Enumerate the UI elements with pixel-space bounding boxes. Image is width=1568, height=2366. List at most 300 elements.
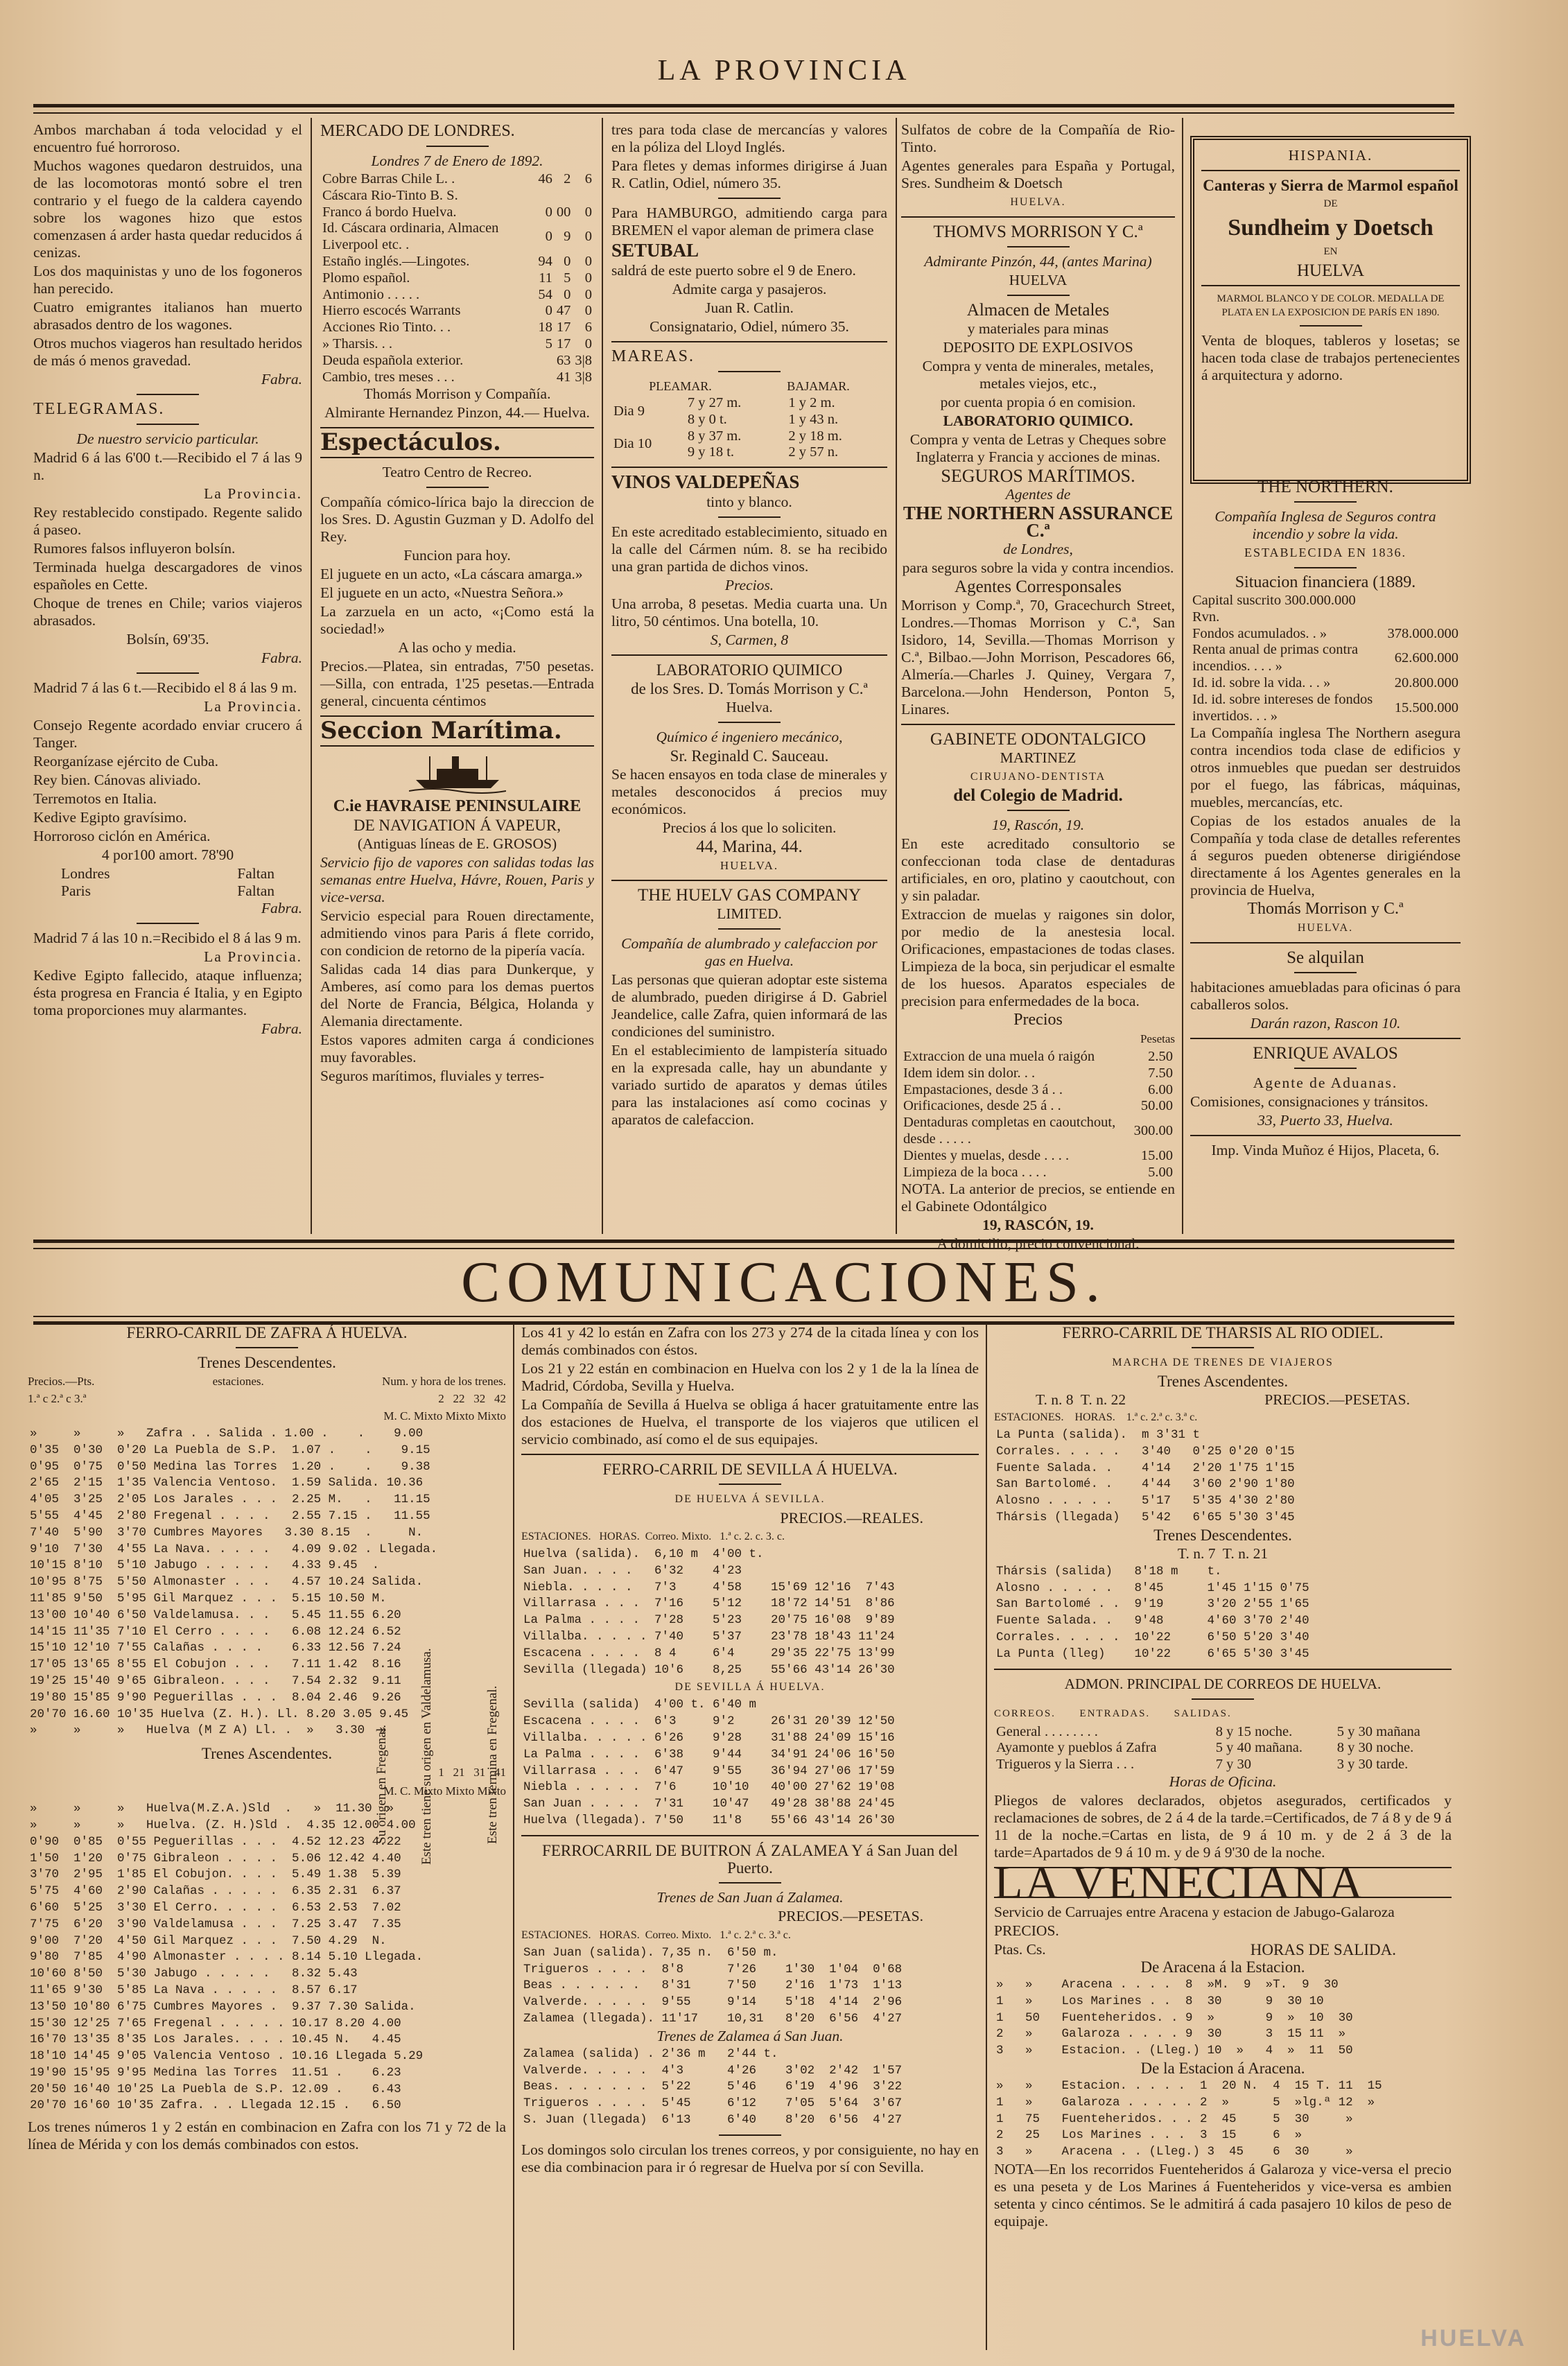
table-cell: S. Juan (llegada) 6'13 6'40 8'20 6'56 4'27 (523, 2112, 903, 2127)
table-row (28, 1851, 425, 1868)
table-cell: La Palma . . . . 6'38 9'44 34'91 24'06 16'50 (523, 1747, 895, 1762)
de-label: DE (1323, 198, 1338, 209)
table-row (994, 2144, 1384, 2161)
zafra-vertical-note-2: Este tren tiene su origen en Valdelamusa. (419, 1648, 434, 1865)
table-cell: 10'95 8'75 5'50 Almonaster . . . 4.57 10.24 Salida. (30, 1575, 424, 1590)
news-paragraph: Muchos wagones quedaron destruidos, una de las locomotoras montó sobre el tren contrario y el fuego de la caldera cayendo sobre los wagones hizo que estos comenzasen á arder hasta quedar reducidos á cenizas. (33, 157, 302, 261)
mareas-table (611, 395, 887, 461)
table-cell: 9'80 7'85 4'90 Almonaster . . . . 8.14 5.10 Llegada. (30, 1950, 424, 1965)
table-cell: 10'60 8'50 5'30 Jabugo . . . . . 8.32 5.43 (30, 1967, 358, 1981)
table-cell: Corrales. . . . . 3'40 0'25 0'20 0'15 (996, 1444, 1295, 1459)
table-cell: 00 (556, 204, 571, 220)
table-row (521, 1714, 897, 1730)
zafra-desc-trains: 2 22 32 42 (438, 1392, 506, 1405)
veneciana-de-estacion: De la Estacion á Aracena. (1140, 2059, 1305, 2077)
news-paragraph: para seguros sobre la vida y contra incendios. (902, 559, 1174, 576)
table-cell: 1 75 Fuenteheridos. . . 2 45 5 30 » (996, 2112, 1353, 2126)
table-cell: » » » Huelva(M.Z.A.)Sld . » 11.30 » (30, 1802, 394, 1816)
sevilla-timetable (521, 1324, 979, 2177)
seguros-title: SEGUROS MARÍTIMOS. (941, 466, 1135, 486)
table-row (521, 1596, 897, 1612)
table-cell: Dientes y muelas, desde . . . . (903, 1147, 1070, 1163)
sevilla-head: ESTACIONES. HORAS. Correo. Mixto. 1.ª c. 2. c. 3. c. (521, 1531, 785, 1542)
table-cell: 0'95 0'75 0'50 Medina las Torres 1.20 . . 9.38 (30, 1459, 430, 1474)
news-paragraph: Servicio fijo de vapores con salidas todas las semanas entre Huelva, Hávre, Rouen, Paris y vice-versa. (320, 854, 594, 906)
table-cell: Alosno . . . . . 5'17 5'35 4'30 2'80 (996, 1494, 1295, 1508)
table-row (320, 336, 594, 353)
table-cell: 2 y 57 n. (788, 444, 839, 460)
news-paragraph: Horroroso ciclón en América. (33, 828, 211, 844)
column-morrison (901, 121, 1175, 1254)
northern-title: THE NORTHERN. (1257, 478, 1393, 496)
zafra-header-2 (28, 1390, 506, 1407)
table-cell: 7'40 5'90 3'70 Cumbres Mayores 3.30 8.15 . N. (30, 1525, 424, 1540)
table-cell (536, 188, 555, 205)
veneciana-horas: HORAS DE SALIDA. (1250, 1940, 1396, 1958)
faltan-row (33, 865, 302, 882)
news-paragraph: Servicio especial para Rouen directamente, admitiendo vinos para Paris á flete corrido, con condicion de retorno de la pipería vacía. (320, 907, 594, 959)
table-cell: Thársis (llegada) 5'42 6'65 5'30 3'45 (996, 1510, 1295, 1524)
table-cell: 3 » Aracena . . (Lleg.) 3 45 6 30 » (996, 2145, 1353, 2159)
veneciana-title: LA VENECIANA (994, 1855, 1366, 1908)
news-paragraph: saldrá de este puerto sobre el 9 de Enero. (611, 262, 856, 279)
table-row (28, 2065, 425, 2082)
table-cell: San Juan (salida). 7,35 n. 6'50 m. (523, 1945, 778, 1960)
buitron-head: ESTACIONES. HORAS. Correo. Mixto. 1.ª c. 2.ª c. 3.ª c. (521, 1929, 791, 1941)
tharsis-trains: T. n. 8 T. n. 22 (1036, 1391, 1126, 1408)
table-row (521, 1580, 897, 1597)
table-row (994, 1493, 1297, 1510)
table-cell: 1 y 2 m. (788, 395, 835, 410)
table-cell: Id. id. sobre la vida. . . » (1192, 675, 1331, 690)
table-cell: 1 » Galaroza . . . . . 2 » 5 »lg.ª 12 » (996, 2095, 1375, 2110)
news-paragraph: Reorganízase ejército de Cuba. (33, 753, 219, 769)
precios-label: Precios. (724, 577, 774, 594)
news-paragraph: Compra y venta de Letras y Cheques sobre Inglaterra y Francia y acciones de minas. (909, 431, 1167, 465)
table-row (1190, 675, 1461, 692)
news-paragraph: Los domingos solo circulan los trenes correos, y por consiguiente, no hay en ese dia combinacion para ir ó regresar de Huelva por sí con Sevilla. (521, 2141, 979, 2175)
table-row (28, 2082, 425, 2098)
bolsin-value: Bolsín, 69'35. (126, 631, 209, 647)
table-cell: 17 (556, 336, 571, 351)
tharsis-desc: Trenes Descendentes. (1153, 1526, 1292, 1544)
table-row (521, 1612, 897, 1629)
table-cell: Escacena . . . . 6'3 9'2 26'31 20'39 12'50 (523, 1714, 895, 1729)
col-divider-6 (986, 1324, 987, 2350)
table-cell: Dia 9 (613, 403, 645, 419)
telegram-place: La Provincia. (204, 698, 302, 715)
news-paragraph: Kedive Egipto fallecido, ataque influenza; ésta progresa en Francia é Italia, y en Egipto toma proporciones muy alarmantes. (33, 967, 302, 1018)
table-cell: Ayamonte y pueblos á Zafra (996, 1740, 1157, 1756)
table-row (994, 1510, 1297, 1526)
table-row (994, 1994, 1355, 2010)
zafra-header (28, 1373, 506, 1390)
table-cell (536, 369, 555, 386)
tharsis-asc: Trenes Ascendentes. (1157, 1373, 1289, 1390)
buitron-precios: PRECIOS.—PESETAS. (778, 1907, 923, 1924)
table-row (994, 1581, 1312, 1597)
table-cell: 11'65 9'30 5'85 La Nava . . . . . 8.57 6.17 (30, 1983, 358, 1997)
table-cell: 41 (556, 369, 571, 385)
table-cell: 4'05 3'25 2'05 Los Jarales . . . 2.25 M. . 11.15 (30, 1493, 430, 1507)
table-cell: 11'85 9'50 5'95 Gil Marquez . . . 5.15 10.50 M. (30, 1591, 387, 1606)
table-cell: General . . . . . . . . (996, 1723, 1098, 1739)
news-paragraph: Extraccion de muelas y raigones sin dolor, por medio de la anestesia local. Orificaciones, empastaciones de todas clases. Limpieza de la boca, sin perjudicar el esmalte de los huesos. Aparatos especiales de precision para enfermedades de la boca. (901, 906, 1175, 1009)
deposito: DEPOSITO DE EXPLOSIVOS (943, 339, 1133, 356)
news-paragraph: Se hacen ensayos en toda clase de minerales y metales desconocidos á precios muy económicos. (611, 766, 887, 818)
tharsis-timetable (994, 1324, 1452, 2232)
news-paragraph: Admite carga y pasajeros. (672, 281, 827, 297)
news-paragraph: Los 41 y 42 lo están en Zafra con los 273 y 274 de la citada línea y con los demás combinados con éstos. (521, 1324, 979, 1358)
gabinete-name: MARTINEZ (1000, 749, 1077, 766)
pleamar-label: PLEAMAR. (649, 379, 712, 393)
table-cell: 1 » Los Marines . . 8 30 9 30 10 (996, 1994, 1324, 2008)
table-cell: Estaño inglés.—Lingotes. (322, 253, 470, 269)
table-row (901, 1165, 1175, 1181)
mareas-header (611, 378, 887, 395)
table-cell: Sevilla (llegada) 10'6 8,25 55'66 43'14 26'30 (523, 1662, 895, 1677)
table-row (521, 1547, 897, 1563)
tharsis-precios: PRECIOS.—PESETAS. (1264, 1391, 1410, 1408)
comunic-rule (33, 1316, 1454, 1317)
news-paragraph: Precios.—Platea, sin entradas, 7'50 pesetas.—Silla, con entrada, 1'25 pesetas.—Entrada general, cincuenta céntimos (320, 658, 594, 710)
zafra-title: FERRO-CARRIL DE ZAFRA Á HUELVA. (126, 1324, 408, 1341)
lab-address: 44, Marina, 44. (696, 837, 803, 857)
news-paragraph: Una arroba, 8 pesetas. Media cuarta una. Un litro, 50 céntimos. Una botella, 10. (611, 595, 887, 630)
table-row (994, 2078, 1384, 2095)
table-cell: Acciones Rio Tinto. . . (322, 320, 451, 336)
zafra-head-estaciones: estaciones. (212, 1375, 264, 1388)
table-cell: La Punta (lleg) 10'22 6'65 5'30 3'45 (996, 1646, 1309, 1661)
table-row (521, 2112, 904, 2129)
table-cell: Dia 10 (613, 436, 652, 452)
gabinete-role: CIRUJANO-DENTISTA (970, 771, 1106, 783)
section-title-laboratorio: LABORATORIO QUIMICO (656, 661, 843, 679)
col-divider-2 (602, 118, 603, 1234)
telegram-place: La Provincia. (204, 948, 302, 965)
table-cell: 3|8 (575, 369, 592, 385)
city: HUELVA (1296, 261, 1365, 280)
marmol: MARMOL BLANCO Y DE COLOR. MEDALLA DE PLATA EN LA EXPOSICION DE PARÍS EN 1890. (1217, 293, 1445, 318)
hispania-box (1190, 136, 1471, 484)
table-row (611, 428, 887, 445)
table-cell: 2 y 18 m. (788, 428, 842, 444)
table-cell: 7'75 6'20 3'90 Valdelamusa . . . 7.25 3.47 7.35 (30, 1917, 401, 1931)
news-paragraph: habitaciones amuebladas para oficinas ó para caballeros solos. (1190, 979, 1461, 1014)
table-cell: » » » Huelva (M Z A) Ll. . » 3.30 » (30, 1723, 387, 1738)
table-cell: 6 (584, 171, 592, 186)
table-cell: 17 (556, 320, 571, 336)
news-paragraph: En este acreditado consultorio se confeccionan toda clase de dentaduras artificiales, en oro, platino y caoutchout, con y sin paladar. (901, 835, 1175, 904)
mercado-signature: Thomás Morrison y Compañía. (363, 385, 551, 403)
table-row (28, 1900, 425, 1917)
table-cell: Renta anual de primas contra incendios. . . . » (1192, 642, 1359, 675)
table-cell: Corrales. . . . . 10'22 6'50 5'20 3'40 (996, 1630, 1309, 1644)
agentes-de: Agentes de (1005, 486, 1071, 503)
news-paragraph: Venta de bloques, tableros y losetas; se hacen toda clase de trabajos pertenecientes á arquitectura y adorno. (1201, 332, 1460, 383)
signature: Fabra. (261, 650, 302, 666)
news-paragraph: Compra y venta de minerales, metales, metales viejos, etc., (922, 358, 1154, 392)
table-cell: 5 (545, 336, 552, 351)
table-cell: 15.00 (1140, 1147, 1173, 1163)
telegram-header: Madrid 6 á las 6'00 t.—Recibido el 7 á las 9 n. (33, 449, 302, 483)
table-cell: 2'65 2'15 1'35 Valencia Ventoso. 1.59 Salida. 10.36 (30, 1476, 424, 1490)
table-cell: La Palma . . . . 7'28 5'23 20'75 16'08 9'89 (523, 1613, 895, 1628)
column-northern (1190, 478, 1461, 1160)
table-cell: 20'70 16'60 10'35 Zafra. . . Llegada 12.15 . 6.50 (30, 2098, 401, 2113)
table-cell: Idem idem sin dolor. . . (903, 1065, 1036, 1081)
faltan-value: Faltan (237, 882, 275, 899)
news-paragraph: La Compañía de Sevilla á Huelva se obliga á hacer gratuitamente entre las dos estaciones de Huelva, el transporte de los viajeros que utilicen el servicio combinado, así como el de sus equipajes. (521, 1396, 979, 1447)
table-cell: 5'55 4'45 2'80 Fregenal . . . . 2.55 7.15 . 11.55 (30, 1508, 430, 1523)
news-paragraph: Consejo Regente acordado enviar crucero á Tanger. (33, 717, 302, 751)
table-cell: 7 y 30 (1215, 1757, 1251, 1773)
londres-label: Londres (61, 865, 110, 882)
table-cell: Huelva (salida). 6,10 m 4'00 t. (523, 1547, 764, 1561)
news-paragraph: tres para toda clase de mercancías y valores en la póliza del Lloyd Inglés. (611, 121, 887, 155)
correos-table (994, 1724, 1452, 1773)
table-cell: 8 y 15 noche. (1215, 1723, 1293, 1739)
table-cell: 0 (564, 253, 571, 269)
table-cell: 63 (556, 352, 571, 368)
veneciana-table-2 (994, 2078, 1384, 2161)
faltan-value: Faltan (237, 865, 275, 882)
corresponsales-title: Agentes Corresponsales (955, 577, 1122, 596)
gas-sub: LIMITED. (717, 905, 782, 923)
company-name: THOMVS MORRISON Y C.ª (933, 223, 1143, 241)
table-row (521, 1962, 904, 1978)
table-cell: Orificaciones, desde 25 á . . (903, 1098, 1061, 1114)
table-row (28, 1999, 425, 2016)
table-cell: 5.00 (1148, 1164, 1173, 1180)
news-paragraph: por cuenta propia ó en comision. (940, 394, 1136, 410)
table-cell: Cambio, tres meses . . . (322, 369, 455, 385)
imprenta: Imp. Vinda Muñoz é Hijos, Placeta, 6. (1211, 1142, 1440, 1159)
news-paragraph: NOTA. La anterior de precios, se entiende en el Gabinete Odontálgico (901, 1181, 1175, 1215)
table-cell: 0'90 0'85 0'55 Peguerillas . . . 4.52 12.23 4.22 (30, 1834, 401, 1849)
news-paragraph: Terminada huelga descargadores de vinos españoles en Cette. (33, 559, 302, 593)
table-cell: 47 (556, 303, 571, 319)
table-cell: 8 y 37 m. (687, 428, 742, 444)
table-cell: 50.00 (1140, 1098, 1173, 1114)
table-row (521, 1978, 904, 1994)
news-paragraph: La zarzuela en un acto, «¡Como está la sociedad!» (320, 603, 594, 638)
table-cell: 19'90 15'95 9'95 Medina las Torres 11.51 . 6.23 (30, 2065, 401, 2080)
table-cell: 7 y 27 m. (687, 395, 742, 410)
gabinete-address: 19, Rascón, 19. (991, 817, 1085, 833)
table-row (521, 1945, 904, 1962)
subtitle: De nuestro servicio particular. (76, 430, 259, 447)
table-cell: Antimonio . . . . . (322, 286, 420, 302)
news-paragraph: Los dos maquinistas y uno de los fogoneros han perecido. (33, 263, 302, 297)
table-row (28, 1801, 425, 1818)
news-paragraph: En este acreditado establecimiento, situado en la calle del Cármen núm. 8. se ha recibido una gran partida de dichos vinos. (611, 523, 887, 575)
northern-established: ESTABLECIDA EN 1836. (1244, 546, 1407, 559)
table-cell: 8 y 30 noche. (1336, 1740, 1414, 1756)
table-cell: San Bartolomé . . 9'19 3'20 2'55 1'65 (996, 1597, 1309, 1612)
table-cell: 300.00 (1133, 1123, 1173, 1139)
de-londres: de Londres, (1003, 541, 1073, 557)
news-paragraph: Comisiones, consignaciones y tránsitos. (1190, 1093, 1429, 1111)
veneciana-table-1 (994, 1977, 1355, 2060)
table-cell (1386, 593, 1461, 626)
table-cell: 0 (584, 204, 592, 220)
table-cell: Trigueros . . . . 5'45 6'12 7'05 5'64 3'67 (523, 2096, 903, 2111)
news-paragraph: Pliegos de valores declarados, objetos asegurados, certificados y reclamaciones de sobres, de 2 á 4 de la tarde.=Certificados, de 7 á 8 y de 9 á 11 de la noche.=Cartas en lista, de 9 á 10 m. y de 2 á 3 de la tarde=Apartados de 9 á 10 m. y de 9 á 9'30 de la noche. (994, 1791, 1452, 1861)
table-row (1190, 692, 1461, 725)
table-cell: Trigueros y la Sierra . . . (996, 1757, 1135, 1773)
table-cell: Dentaduras completas en caoutchout, desde . . . . . (903, 1115, 1116, 1147)
news-paragraph: Kedive Egipto gravísimo. (33, 809, 187, 826)
news-paragraph: Los 21 y 22 están en combinacion en Huelva con los 2 y 1 de la la línea de Madrid, Córdoba, Sevilla y Huelva. (521, 1360, 979, 1394)
news-paragraph: Morrison y Comp.ª, 70, Gracechurch Street, Londres.—Thomas Morrison y C.ª, San Isidoro, 14, Sevilla.—Thomas Morrison y C.ª, Bilbao.—John Morrison, Pescadores 66, Almería.—Charles J. Quiney, Vergara 7, Barcelona.—John Henderson, Ponton 5, Linares. (901, 597, 1175, 717)
lab-title: LABORATORIO QUIMICO. (943, 412, 1133, 429)
mid-rule-thin (33, 1248, 1454, 1249)
table-cell: 0 (545, 229, 552, 245)
tharsis-head (994, 1391, 1452, 1409)
table-row (1190, 593, 1461, 626)
table-cell: 2 (564, 171, 571, 186)
table-cell: Valverde. . . . . 9'55 9'14 5'18 4'14 2'96 (523, 1995, 903, 2010)
table-cell: » » Estacion. . . . . 1 20 N. 4 15 T. 11 15 (996, 2078, 1382, 2093)
zafra-vertical-note-3: Este tren termina en Fregenal. (485, 1685, 500, 1844)
table-cell: » » » Huelva. (Z. H.)Sld . 4.35 12.00 4.00 (30, 1818, 416, 1832)
table-row (320, 303, 594, 320)
table-row (994, 1444, 1297, 1461)
table-cell: 0'35 0'30 0'20 La Puebla de S.P. 1.07 . . 9.15 (30, 1443, 430, 1457)
table-cell: 15'30 12'25 7'65 Fregenal . . . . . 10.17 8.20 4.00 (30, 2016, 401, 2030)
signature: Fabra. (261, 1020, 302, 1037)
table-row (994, 1977, 1355, 1994)
section-title-gas: THE HUELV GAS COMPANY (637, 886, 862, 905)
news-paragraph: Las personas que quieran adoptar este sistema de alumbrado, pueden dirigirse á D. Gabriel Jeandelice, calle Zafra, quien informará de las condiciones del suministro. (611, 971, 887, 1041)
faltan-row (33, 882, 302, 900)
table-cell: Villarrasa . . . 6'47 9'55 36'94 27'06 17'59 (523, 1764, 895, 1778)
tharsis-title: FERRO-CARRIL DE THARSIS AL RIO ODIEL. (1062, 1324, 1384, 1341)
table-cell: 0 (584, 253, 592, 269)
table-row (994, 1564, 1312, 1581)
table-cell: 9 (564, 229, 571, 245)
news-paragraph: A las ocho y media. (398, 639, 516, 656)
column-setubal (611, 121, 887, 1130)
tharsis-cols: ESTACIONES. HORAS. 1.ª c. 2.ª c. 3.ª c. (994, 1411, 1198, 1423)
zafra-vertical-note-1: Su origen en Fregenal. (374, 1724, 389, 1844)
mercado-date: Londres 7 de Enero de 1892. (371, 153, 543, 169)
bajamar-label: BAJAMAR. (787, 379, 850, 393)
table-cell: 54 (538, 286, 552, 302)
correos-horas: Horas de Oficina. (1169, 1773, 1277, 1790)
table-cell: Extraccion de una muela ó raigón (903, 1049, 1095, 1064)
table-row (320, 320, 594, 336)
news-paragraph: NOTA—En los recorridos Fuenteheridos á Galaroza y vice-versa el precio es una peseta y de Los Marines á Fuenteheridos y vice-versa es ambien setenta y cinco céntimos. Se le admitirá á cada pasajero 10 kilos de peso de equipaje. (994, 2160, 1452, 2229)
zafra-head-classes: 1.ª c 2.ª c 3.ª (28, 1392, 87, 1405)
table-row (28, 1983, 425, 1999)
table-cell: 20'50 16'40 10'25 La Puebla de S.P. 12.09 . 6.43 (30, 2082, 401, 2096)
section-title-telegramas: TELEGRAMAS. (33, 400, 165, 418)
news-paragraph: La Compañía inglesa The Northern asegura contra incendios toda clase de edificios y otros inmuebles que puedan ser destruidos por el fuego, las fábricas, máquinas, muebles, mercancías, etc. (1190, 724, 1461, 811)
table-row (1190, 642, 1461, 675)
table-row (320, 270, 594, 287)
northern-tagline: Compañía Inglesa de Seguros contra incendio y sobre la vida. (1214, 508, 1436, 542)
table-row (901, 1148, 1175, 1165)
news-paragraph: Ambos marchaban á toda velocidad y el encuentro fué horroroso. (33, 121, 302, 155)
top-rule (33, 104, 1454, 107)
signature: Fabra. (261, 900, 302, 916)
column-telegramas (33, 121, 302, 1039)
table-row (521, 1813, 897, 1829)
table-row (994, 2095, 1384, 2112)
table-row (320, 353, 594, 369)
sevilla-table-2 (521, 1697, 897, 1829)
table-cell: 9'10 7'30 4'55 La Nava. . . . . 4.09 9.02 . Llegada. (30, 1542, 438, 1556)
table-cell: Escacena . . . . 8 4 6'4 29'35 22'75 13'99 (523, 1646, 895, 1660)
table-row (994, 2128, 1384, 2144)
veneciana-de-aracena: De Aracena á la Estacion. (1140, 1958, 1305, 1976)
table-row (28, 1867, 425, 1884)
table-cell: 13'50 10'80 6'75 Cumbres Mayores . 9.37 7.30 Salida. (30, 1999, 416, 2014)
column-mercado (320, 121, 594, 1086)
table-cell: Hierro escocés Warrants (322, 303, 461, 319)
news-paragraph: Agentes generales para España y Portugal, Sres. Sundheim & Doetsch (901, 157, 1175, 191)
morrison-name: Thomás Morrison y C.ª (1247, 900, 1404, 919)
northern-assurance: THE NORTHERN ASSURANCE C.ª (903, 503, 1174, 541)
table-row (994, 1427, 1297, 1444)
table-row (521, 1796, 897, 1813)
teatro-name: Teatro Centro de Recreo. (382, 464, 532, 481)
table-row (901, 1049, 1175, 1065)
news-paragraph: Para fletes y demas informes dirigirse á Juan R. Catlin, Odiel, número 35. (611, 157, 887, 191)
table-cell: 1 y 43 n. (788, 411, 839, 427)
news-paragraph: El juguete en un acto, «La cáscara amarga.» (320, 566, 583, 583)
almacen-title: Almacen de Metales (966, 301, 1110, 320)
table-cell: 6.00 (1148, 1081, 1173, 1097)
table-cell: Zalamea (llegada). 11'17 10,31 8'20 6'56 4'27 (523, 2011, 903, 2026)
table-row (994, 1724, 1452, 1741)
table-cell: 20'70 16.60 10'35 Huelva (Z. H.). Ll. 8.20 3.05 9.45 (30, 1707, 409, 1721)
tharsis-marcha: MARCHA DE TRENES DE VIAJEROS (1112, 1357, 1334, 1368)
razon: Darán razon, Rascon 10. (1250, 1015, 1401, 1032)
table-cell: 0 (584, 286, 592, 302)
telegram-header: Madrid 7 á las 10 n.=Recibido el 8 á las 9 m. (33, 930, 302, 946)
company-sub: DE NAVIGATION Á VAPEUR, (353, 817, 561, 835)
table-cell: San Juan . . . . 7'31 10'47 49'28 38'88 24'45 (523, 1797, 895, 1811)
news-paragraph: Sulfatos de cobre de la Compañía de Rio-Tinto. (901, 121, 1175, 155)
buitron-title: FERROCARRIL DE BUITRON Á ZALAMEA Y á San Juan del Puerto. (542, 1841, 958, 1877)
financial-table (1190, 593, 1461, 724)
news-paragraph: Copias de los estados anuales de la Compañía y toda clase de detalles referentes á seguros pueden obtenerse dirigiéndose directamente á los Agentes generales en la provincia de Huelva, (1190, 812, 1461, 899)
table-cell: 0 (584, 303, 592, 319)
table-cell: 3 » Estacion. . (Lleg.) 10 » 4 » 11 50 (996, 2044, 1353, 2058)
table-row (994, 1477, 1297, 1493)
table-row (994, 1630, 1312, 1646)
lab-name: Sr. Reginald C. Sauceau. (670, 747, 829, 765)
table-row (901, 1082, 1175, 1099)
table-cell: La Punta (salida). m 3'31 t (996, 1428, 1201, 1442)
table-row (994, 1597, 1312, 1613)
mercado-table (320, 171, 594, 385)
table-row (994, 1740, 1452, 1757)
section-title-maritima: Seccion Marítima. (320, 717, 562, 745)
sevilla-dir-2: DE SEVILLA Á HUELVA. (674, 1681, 826, 1694)
table-row (320, 369, 594, 386)
table-row (320, 220, 594, 254)
zafra-desc-title: Trenes Descendentes. (198, 1354, 336, 1371)
table-cell: Limpieza de la boca . . . . (903, 1164, 1047, 1180)
table-cell: 2 25 Los Marines . . . 3 15 6 » (996, 2128, 1303, 2143)
table-row (521, 1780, 897, 1796)
table-row (320, 188, 594, 205)
news-paragraph: Rey bien. Cánovas aliviado. (33, 772, 201, 788)
